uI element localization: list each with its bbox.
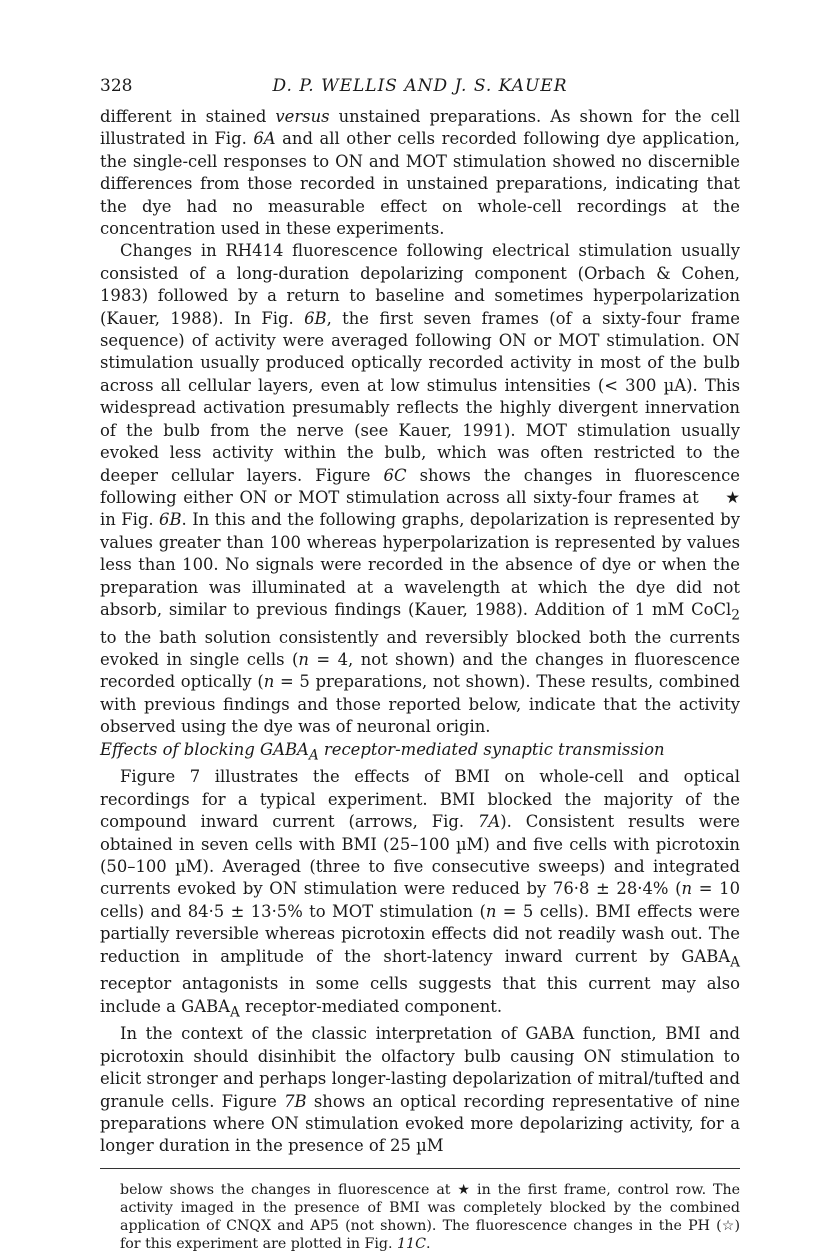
filled-star-icon: ★: [725, 487, 740, 507]
paragraph-4: In the context of the classic interpretation of GABA function, BMI and picrotoxin should disinhibit the olfactory bulb causing ON stimulation to elicit stronger and perhaps longer-lasting depolarization of mitral/tufted and granule cells. Figure 7B shows an optical recording representative of nine preparations where ON stimulation evoked more depolarizing activity, for a longer duration in the presence of 25 µM: [100, 1024, 740, 1156]
section-heading: Effects of blocking $GABA_A$ receptor-mediated synaptic transmission: [100, 739, 665, 763]
paragraph-3: Figure 7 illustrates the effects of BMI on whole-cell and optical recordings for a typical experiment. BMI blocked the majority of the compound inward current (arrows, Fig. 7A). Consistent results were obtained in seven cells with BMI (25–100 µM) and five cells with picrotoxin (50–100 µM). Averaged (three to five consecutive sweeps) and integrated currents evoked by ON stimulation were reduced by 76·8 ± 28·4% (n = 10 cells) and 84·5 ± 13·5% to MOT stimulation (n = 5 cells). BMI effects were partially reversible whereas picrotoxin effects did not readily wash out. The reduction in amplitude of the short-latency inward current by $GABA_A$ receptor antagonists in some cells suggests that this current may also include a $GABA_A$ receptor-mediated component.: [100, 767, 741, 1020]
page: [100, 72, 740, 1253]
open-star-icon: ☆: [721, 1217, 735, 1234]
paragraph-1: different in stained versus unstained preparations. As shown for the cell illustrated in Fig. 6A and all other cells recorded following dye application, the single-cell responses to ON and MOT stimulation showed no discernible differences from those recorded in unstained preparations, indicating that the dye had no measurable effect on whole-cell recordings at the concentration used in these experiments.: [100, 107, 740, 239]
running-head: D. P. WELLIS AND J. S. KAUER: [272, 76, 568, 96]
page-number: 328: [100, 76, 133, 96]
page-header: [100, 72, 740, 106]
footnote-divider: [100, 1168, 740, 1169]
filled-star-icon: ★: [457, 1181, 471, 1198]
figure-caption-continuation: below shows the changes in fluorescence at ★ in the first frame, control row. The activity imaged in the presence of BMI was completely blocked by the combined application of CNQX and AP5 (not shown). The fluorescence changes in the PH (☆) for this experiment are plotted in Fig. 11C.: [120, 1181, 740, 1252]
paragraph-2: Changes in RH414 fluorescence following electrical stimulation usually consisted of a long-duration depolarizing component (Orbach & Cohen, 1983) followed by a return to baseline and sometimes hyperpolarization (Kauer, 1988). In Fig. 6B, the first seven frames (of a sixty-four frame sequence) of activity were averaged following ON or MOT stimulation. ON stimulation usually produced optically recorded activity in most of the bulb across all cellular layers, even at low stimulus intensities (< 300 µA). This widespread activation presumably reflects the highly divergent innervation of the bulb from the nerve (see Kauer, 1991). MOT stimulation usually evoked less activity within the bulb, which was often restricted to the deeper cellular layers. Figure 6C shows the changes in fluorescence following either ON or MOT stimulation across all sixty-four frames at ★ in Fig. 6B. In this and the following graphs, depolarization is represented by values greater than 100 whereas hyperpolarization is represented by values less than 100. No signals were recorded in the absence of dye or when the preparation was illuminated at a wavelength at which the dye did not absorb, similar to previous findings (Kauer, 1988). Addition of 1 mM CoCl$_2$ to the bath solution consistently and reversibly blocked both the currents evoked in single cells (n = 4, not shown) and the changes in fluorescence recorded optically (n = 5 preparations, not shown). These results, combined with previous findings and those reported below, indicate that the activity observed using the dye was of neuronal origin.: [100, 241, 740, 737]
body-text: [100, 106, 740, 1158]
